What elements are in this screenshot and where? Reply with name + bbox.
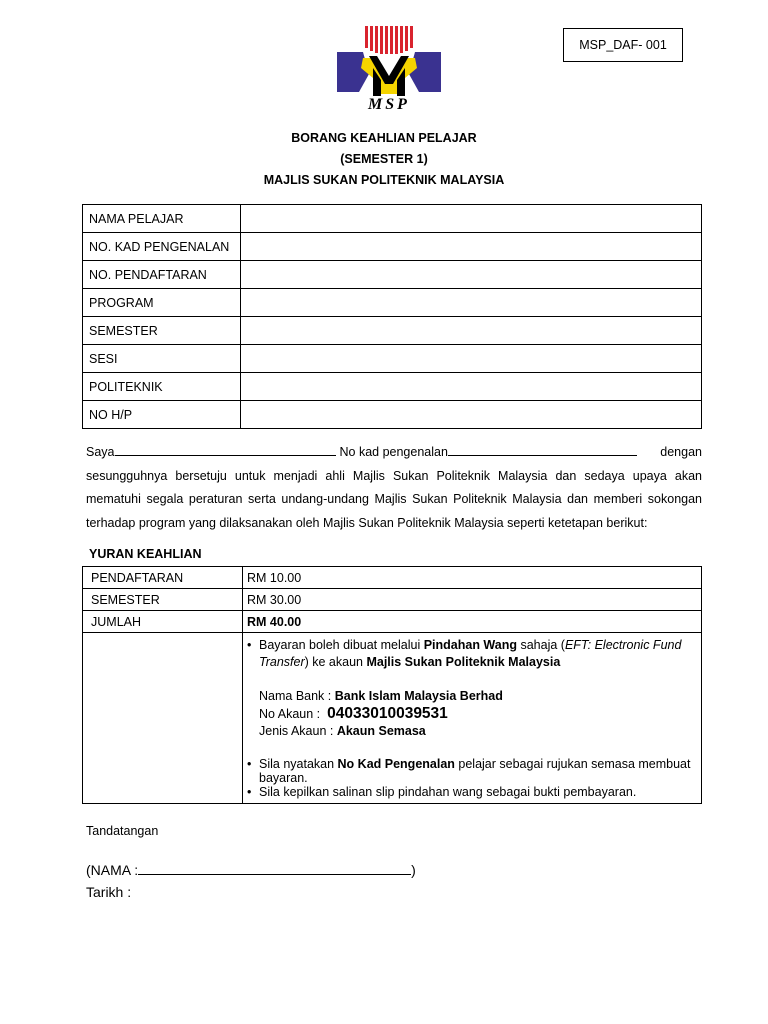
program-input[interactable]: [241, 289, 702, 317]
form-code-box: [563, 28, 683, 62]
polytechnic-input[interactable]: [241, 373, 702, 401]
field-label: NO. KAD PENGENALAN: [83, 233, 241, 261]
table-row: [83, 261, 702, 289]
form-title: BORANG KEAHLIAN PELAJAR: [291, 131, 477, 145]
table-row: [83, 589, 702, 611]
declaration-first-line: [86, 441, 702, 465]
table-row: [83, 401, 702, 429]
table-row: [83, 345, 702, 373]
fee-amount: RM 30.00: [243, 589, 702, 611]
declaration-paragraph: [86, 441, 702, 535]
table-row: [83, 373, 702, 401]
logo-red-stripes: [365, 26, 413, 54]
fee-amount: RM 10.00: [243, 567, 702, 589]
student-info-table: [82, 204, 702, 429]
field-label: SESI: [83, 345, 241, 373]
declaration-saya: Saya: [86, 445, 115, 459]
form-semester: (SEMESTER 1): [340, 152, 428, 166]
fee-total: RM 40.00: [243, 611, 702, 633]
signature-name-row: [86, 860, 416, 878]
fee-label: SEMESTER: [83, 589, 243, 611]
student-name-input[interactable]: [241, 205, 702, 233]
fee-heading: YURAN KEAHLIAN: [89, 547, 202, 561]
field-label: POLITEKNIK: [83, 373, 241, 401]
form-organization: MAJLIS SUKAN POLITEKNIK MALAYSIA: [263, 173, 505, 187]
reference-note: Sila nyatakan No Kad Pengenalan pelajar sebagai rujukan semasa membuat bayaran.: [259, 757, 691, 785]
declaration-ic-label: No kad pengenalan: [339, 445, 448, 459]
payment-bullet: [247, 785, 691, 799]
table-row: [83, 205, 702, 233]
phone-input[interactable]: [241, 401, 702, 429]
payment-bullet: [247, 757, 691, 785]
payment-empty-cell: [83, 633, 243, 804]
bullet-icon: •: [247, 785, 252, 799]
table-row: [83, 317, 702, 345]
account-number-line: No Akaun : 04033010039531: [259, 705, 448, 722]
account-number: 04033010039531: [327, 705, 448, 722]
signature-name-close: ): [411, 862, 416, 878]
field-label: NAMA PELAJAR: [83, 205, 241, 233]
bullet-icon: •: [247, 757, 252, 771]
form-code: MSP_DAF- 001: [579, 38, 667, 52]
ic-number-input[interactable]: [241, 233, 702, 261]
logo-text: MSP: [368, 96, 410, 112]
table-row: [83, 289, 702, 317]
field-label: NO. PENDAFTARAN: [83, 261, 241, 289]
account-type-line: Jenis Akaun : Akaun Semasa: [259, 724, 426, 738]
signature-name-label: (NAMA :: [86, 862, 139, 878]
session-input[interactable]: [241, 345, 702, 373]
signature-date-label: Tarikh :: [86, 884, 132, 900]
payment-instructions: [243, 633, 702, 804]
fee-label: PENDAFTARAN: [83, 567, 243, 589]
declaration-ic-line[interactable]: [448, 443, 637, 456]
bullet-icon: •: [247, 638, 252, 652]
registration-number-input[interactable]: [241, 261, 702, 289]
table-row: [83, 567, 702, 589]
field-label: NO H/P: [83, 401, 241, 429]
table-row: [83, 233, 702, 261]
fee-table: [82, 566, 702, 804]
fee-label: JUMLAH: [83, 611, 243, 633]
signature-label: Tandatangan: [86, 824, 159, 838]
declaration-name-line[interactable]: [115, 443, 336, 456]
declaration-dengan: dengan: [660, 445, 702, 459]
slip-note: Sila kepilkan salinan slip pindahan wang sebagai bukti pembayaran.: [259, 785, 637, 799]
table-row: [83, 633, 702, 804]
field-label: SEMESTER: [83, 317, 241, 345]
signature-name-line[interactable]: [138, 860, 411, 875]
field-label: PROGRAM: [83, 289, 241, 317]
declaration-body: sesungguhnya bersetuju untuk menjadi ahli Majlis Sukan Politeknik Malaysia dan sedaya upaya akan mematuhi segala peraturan serta undang-undang Majlis Sukan Politeknik Malaysia dan memberi sokongan terhadap program yang dilaksanakan oleh Majlis Sukan Politeknik Malaysia seperti ketetapan berikut:: [86, 468, 702, 530]
msp-logo-icon: [333, 22, 445, 112]
table-row: [83, 611, 702, 633]
payment-method-text: Bayaran boleh dibuat melalui Pindahan Wang sahaja (EFT: Electronic Fund Transfer) ke akaun Majlis Sukan Politeknik Malaysia: [259, 638, 682, 669]
semester-input[interactable]: [241, 317, 702, 345]
bank-name-line: Nama Bank : Bank Islam Malaysia Berhad: [259, 689, 503, 703]
payment-bullet: [247, 637, 691, 671]
